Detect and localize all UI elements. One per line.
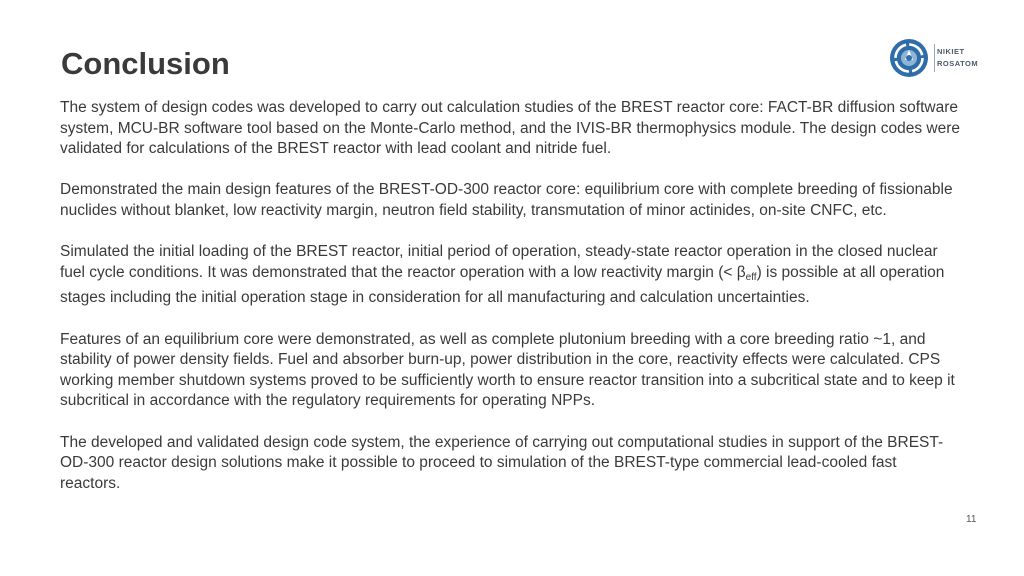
paragraph-initial-loading-text-b: ) is possible at all operation stages including the initial operation stage in consideration for all manufacturing and calculation uncertainties.	[60, 263, 945, 307]
conclusion-body	[60, 98, 960, 515]
beta-eff-subscript: eff	[745, 271, 757, 283]
logo-line-nikiet: NIKIET	[937, 47, 965, 56]
paragraph-code-system: The developed and validated design code system, the experience of carrying out computational studies in support of the BREST-OD-300 reactor design solutions make it possible to proceed to simulation of the BREST-type commercial lead-cooled fast reactors.	[60, 433, 944, 492]
paragraph-design-features: Demonstrated the main design features of the BREST-OD-300 reactor core: equilibrium core with complete breeding of fissionable nuclides without blanket, low reactivity margin, neutron field stability, transmutation of minor actinides, on-site CNFC, etc.	[60, 181, 953, 219]
rosatom-logo-icon	[889, 38, 929, 78]
logo-line-rosatom: ROSATOM	[937, 59, 979, 68]
nikiet-rosatom-logo	[889, 38, 989, 80]
logo-divider	[934, 44, 935, 72]
paragraph-equilibrium-core: Features of an equilibrium core were demonstrated, as well as complete plutonium breeding with a core breeding ratio ~1, and stability of power density fields. Fuel and absorber burn-up, power distribution in the core, reactivity effects were calculated. CPS working member shutdown systems proved to be sufficiently worth to ensure reactor transition into a subcritical state and to keep it subcritical in accordance with the regulatory requirements for operating NPPs.	[60, 330, 955, 410]
page-title: Conclusion	[61, 46, 230, 81]
paragraph-design-codes: The system of design codes was developed to carry out calculation studies of the BREST reactor core: FACT-BR diffusion software system, MCU-BR software tool based on the Monte-Carlo method, and the IVIS-BR thermophysics module. The design codes were validated for calculations of the BREST reactor with lead coolant and nitride fuel.	[60, 99, 960, 158]
logo-text	[937, 46, 978, 70]
page-number: 11	[966, 514, 977, 525]
paragraph-initial-loading	[60, 242, 960, 309]
paragraph-initial-loading-text-a: Simulated the initial loading of the BREST reactor, initial period of operation, steady-state reactor operation in the closed nuclear fuel cycle conditions. It was demonstrated that the reactor operation with a low reactivity margin (< β	[60, 243, 938, 281]
